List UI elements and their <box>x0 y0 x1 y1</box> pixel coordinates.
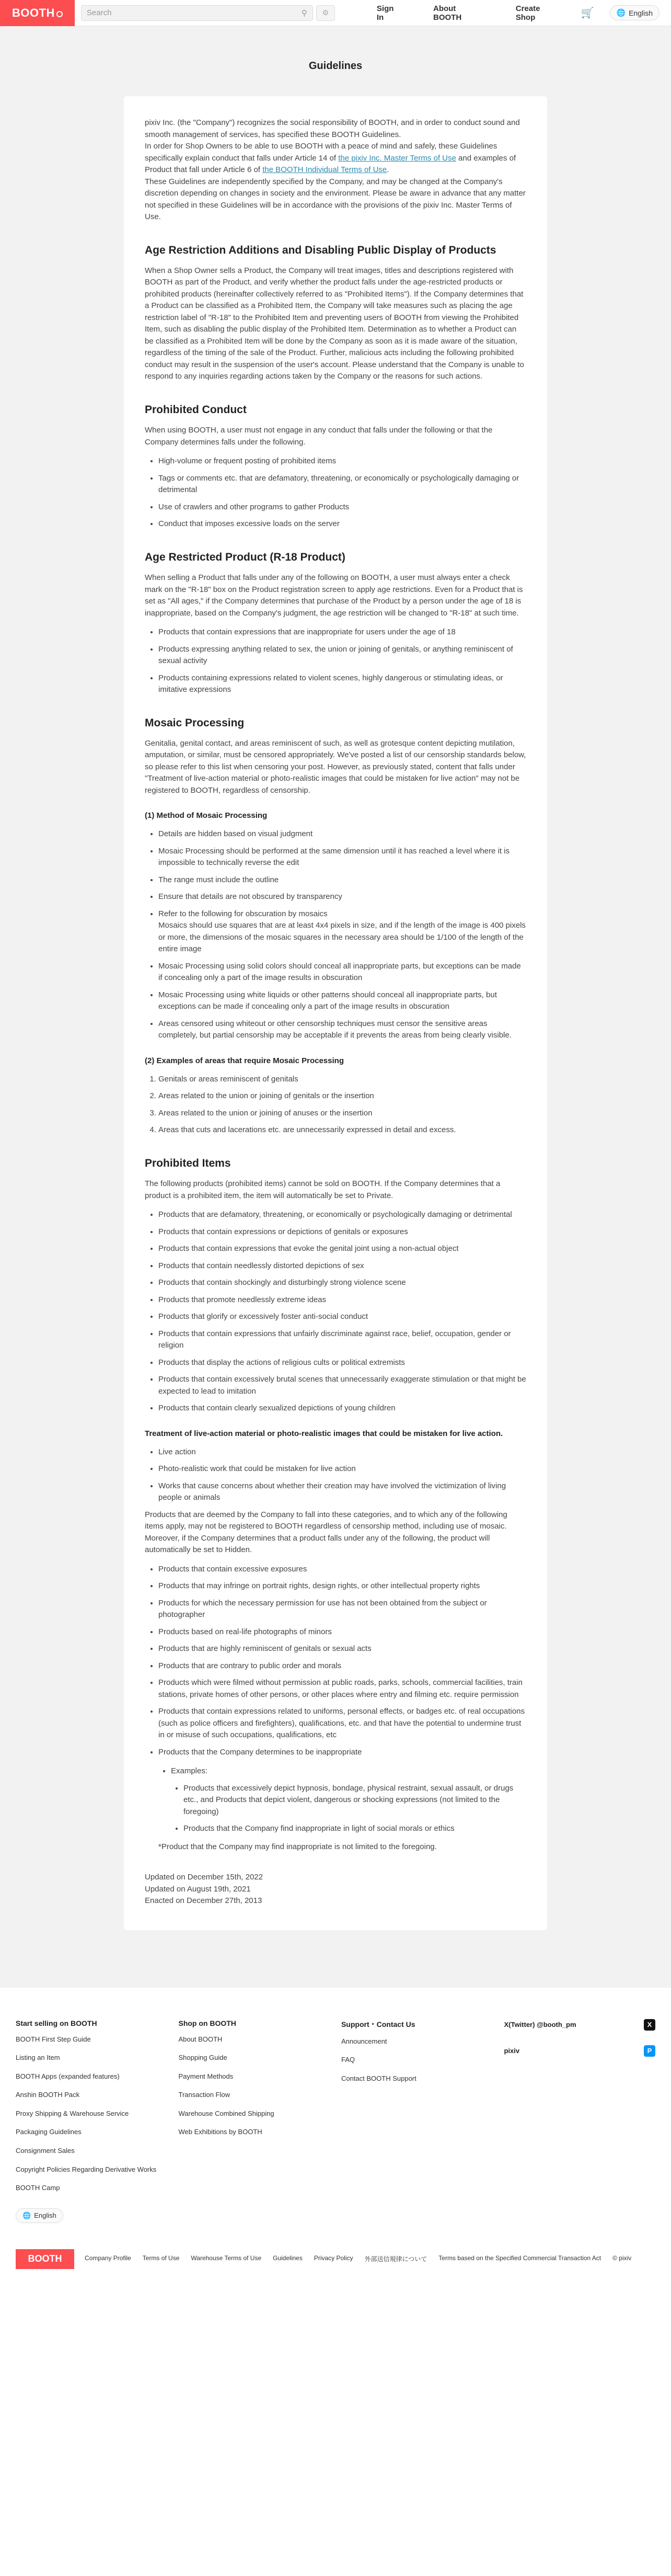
list-item: • Products that contain excessive exposures <box>158 1564 526 1576</box>
footer-link[interactable]: Payment Methods <box>178 2072 234 2080</box>
language-button[interactable] <box>610 5 660 20</box>
list-item: • Products that contain expressions that evoke the genital joint using a non-actual object <box>158 1243 526 1255</box>
list-item: • Products that contain expressions related to uniforms, personal effects, or badges etc. of real occupations (such as police officers and firefighters), qualifications, etc. and that have the potential to undermine trust in or misuse of such occupations, qualifications, etc <box>158 1706 526 1741</box>
footer-language-button[interactable] <box>16 2208 63 2223</box>
list-item: • Products based on real-life photographs of minors <box>158 1626 526 1638</box>
age-restricted-heading: Age Restricted Product (R-18 Product) <box>145 551 345 563</box>
list-item: • Products that are highly reminiscent of genitals or sexual acts <box>158 1643 526 1655</box>
list-item: • Products that contain excessively brutal scenes that unnecessarily exaggerate stimulation or that might be expected to lead to imitation <box>158 1374 526 1397</box>
list-item: • Mosaic Processing using white liquids or other patterns should conceal all inappropriate parts, but exceptions can be made if concealing only a part of the image results in obscuration <box>158 989 526 1013</box>
list-item: • Products that the Company determines to be inappropriate • Examples: • Products that excessively depict hypnosis, bondage, physical restraint, sexual assault, or drugs etc., and Products that depict violent, dangerous or shocking expressions (not limited to the foregoing) • Products that the Company find inappropriate in light of social morals or ethics <box>158 1747 526 1835</box>
list-item: • Products that contain expressions that unfairly discriminate against race, belief, occupation, gender or religion <box>158 1328 526 1352</box>
pixiv-link[interactable] <box>504 2045 655 2057</box>
list-item: • Areas censored using whiteout or other censorship techniques must censor the sensitive areas completely, but partial censorship may be acceptable if it prevents the areas from being clearly visible. <box>158 1018 526 1042</box>
list-item: • Products that display the actions of religious cults or political extremists <box>158 1357 526 1369</box>
mosaic-heading: Mosaic Processing <box>145 716 245 729</box>
search-icon[interactable]: ⚲ <box>301 8 307 18</box>
prohibited-items-list <box>145 1209 526 1415</box>
footer-link[interactable]: Contact BOOTH Support <box>341 2074 417 2082</box>
footer-bottom-bar <box>16 2243 655 2279</box>
list-item: • Products that may infringe on portrait rights, design rights, or other intellectual property rights <box>158 1580 526 1592</box>
intro-paragraph-2: In order for Shop Owners to be able to use BOOTH with a peace of mind and safely, these Guidelines specifically explain conduct that falls under Article 14 of the pixiv Inc. Master Terms of Use and examples of Product that fall under Article 6 of the BOOTH Individual Terms of Use. <box>145 142 516 174</box>
list-item: • Products that contain shockingly and disturbingly strong violence scene <box>158 1277 526 1289</box>
footer-link[interactable]: Web Exhibitions by BOOTH <box>178 2128 262 2136</box>
list-item: • Ensure that details are not obscured by transparency <box>158 891 526 903</box>
age-restricted-list <box>145 626 526 696</box>
mosaic-method-list <box>145 828 526 1042</box>
list-item: 3. Areas related to the union or joining of anuses or the insertion <box>158 1108 526 1120</box>
list-item: • Products that excessively depict hypnosis, bondage, physical restraint, sexual assault, or drugs etc., and Products that depict violent, dangerous or shocking expressions (not limited to the foregoing) <box>183 1783 526 1818</box>
copyright-text: © pixiv <box>612 2254 632 2262</box>
footer-col-title: Shop on BOOTH <box>178 2019 236 2027</box>
footer-link[interactable]: Anshin BOOTH Pack <box>16 2091 80 2099</box>
footer-link[interactable]: Proxy Shipping & Warehouse Service <box>16 2109 129 2117</box>
footer-bottom-link[interactable]: Terms based on the Specified Commercial Transaction Act <box>438 2254 601 2262</box>
search-filter-icon[interactable]: ⚙ <box>316 5 335 21</box>
footer-link[interactable]: Announcement <box>341 2037 387 2045</box>
sub-examples-list <box>171 1783 526 1835</box>
revision-date: Updated on August 19th, 2021 <box>145 1884 251 1894</box>
footer-link[interactable]: BOOTH Apps (expanded features) <box>16 2072 120 2080</box>
intro-paragraph-1: pixiv Inc. (the "Company") recognizes the social responsibility of BOOTH, and in order to conduct sound and smooth management of services, has specified these BOOTH Guidelines. <box>145 118 520 139</box>
master-terms-link[interactable]: the pixiv Inc. Master Terms of Use <box>338 153 456 163</box>
mosaic-examples-list <box>145 1074 526 1136</box>
footer-col-support <box>341 2019 504 2202</box>
list-item: • Examples: • Products that excessively depict hypnosis, bondage, physical restraint, sexual assault, or drugs etc., and Products that depict violent, dangerous or shocking expressions (not limited to the foregoing) • Products that the Company find inappropriate in light of social morals or ethics <box>171 1765 526 1835</box>
mosaic-body: Genitalia, genital contact, and areas reminiscent of such, as well as grotesque content depicting mutilation, amputation, or similar, must be censored appropriately. We've posted a list of our censorship standards below, so please refer to this list when censoring your post. However, as previously stated, content that falls under "Treatment of live-action material or photo-realistic images that could be mistaken for live action" may not be registered to BOOTH, regardless of censorship. <box>145 738 526 795</box>
footer-bottom-link[interactable]: 外部送信規律について <box>364 2255 427 2263</box>
globe-icon: 🌐 <box>616 8 626 17</box>
footer-columns <box>16 2019 655 2202</box>
footer-bottom-link[interactable]: Company Profile <box>85 2254 131 2262</box>
footer-col-title: Start selling on BOOTH <box>16 2019 97 2027</box>
cart-icon[interactable]: 🛒 <box>581 7 594 19</box>
list-item: 1. Genitals or areas reminiscent of genitals <box>158 1074 526 1086</box>
prohibited-items-heading: Prohibited Items <box>145 1157 231 1169</box>
list-item: • Products that are contrary to public order and morals <box>158 1660 526 1672</box>
list-item: • Mosaic Processing should be performed at the same dimension until it has reached a level where it is impossible to technically reverse the edit <box>158 846 526 869</box>
header-nav <box>335 4 671 22</box>
site-footer <box>0 1988 671 2279</box>
list-item: • High-volume or frequent posting of prohibited items <box>158 455 526 468</box>
mosaic-size-rule: Mosaics should use squares that are at least 4x4 pixels in size, and if the length of the image is 400 pixels or more, the dimensions of the mosaic squares in the necessary area should be 1/100 of the length of the entire image <box>158 921 526 954</box>
footer-link[interactable]: Packaging Guidelines <box>16 2128 82 2136</box>
x-icon: X <box>644 2019 655 2031</box>
list-item: • Products that contain expressions that are inappropriate for users under the age of 18 <box>158 626 526 639</box>
globe-icon: 🌐 <box>22 2211 31 2219</box>
revision-date: Enacted on December 27th, 2013 <box>145 1896 262 1906</box>
site-header <box>0 0 671 26</box>
footer-col-title: Support・Contact Us <box>341 2020 415 2028</box>
prohibited-note: *Product that the Company may find inappropriate is not limited to the foregoing. <box>158 1842 437 1851</box>
intro-paragraph-3: These Guidelines are independently specified by the Company, and may be changed at the Company's discretion depending on changes in society and the environment. Please be aware in advance that any matter not specified in these Guidelines will be in accordance with the provisions of the pixiv Inc. Master Terms of Use. <box>145 177 526 221</box>
age-restricted-body: When selling a Product that falls under any of the following on BOOTH, a user must always enter a check mark on the "R-18" box on the Product registration screen to apply age restrictions. Even for a Product that is set as "All ages," if the Company determines that purchase of the Product by a person under the age of 18 is inappropriate, based on the Company's judgment, the age restriction will be changed to "R-18" at such time. <box>145 573 523 618</box>
booth-logo[interactable]: BOOTH <box>0 0 75 26</box>
list-item: • Products containing expressions related to violent scenes, highly dangerous or stimulating ideas, or imitative expressions <box>158 673 526 696</box>
booth-logo-footer[interactable]: BOOTH <box>16 2249 74 2269</box>
individual-terms-link[interactable]: the BOOTH Individual Terms of Use <box>262 165 387 174</box>
footer-col-shop <box>178 2019 341 2202</box>
footer-social <box>504 2019 655 2202</box>
create-shop-link[interactable]: Create Shop <box>515 4 540 22</box>
list-item: • Products that contain clearly sexualized depictions of young children <box>158 1403 526 1415</box>
live-action-conditions-list <box>145 1564 526 1835</box>
list-item: • Products that contain needlessly distorted depictions of sex <box>158 1260 526 1272</box>
sign-in-link[interactable]: Sign In <box>376 4 394 22</box>
list-item: • Products that the Company find inappropriate in light of social morals or ethics <box>183 1823 526 1835</box>
age-restriction-body: When a Shop Owner sells a Product, the Company will treat images, titles and descriptions registered with BOOTH as part of the Product, and verify whether the product falls under the age-restricted products or prohibited products (hereinafter collectively referred to as "Prohibited Items"). If the Company determines that a Product can be classified as a Prohibited Item, the Company will take measures such as placing the age restriction label of "R-18" to the Prohibited Item and preventing users of BOOTH from viewing the Prohibited Item, such as disabling the public display of the Prohibited Item. Determination as to whether a Product can be classified as a Prohibited Item will be done by the Company as soon as it is made aware of the situation, regardless of the timing of the sale of the Product. Further, malicious acts including the following prohibited conduct may result in the suspension of the user's account. Please understand that the Company is unable to respond to any inquiries regarding actions taken by the Company or the reasons for such actions. <box>145 266 524 381</box>
examples-list <box>158 1765 526 1835</box>
mosaic-examples-heading: (2) Examples of areas that require Mosaic Processing <box>145 1056 344 1065</box>
prohibited-items-body: The following products (prohibited items) cannot be sold on BOOTH. If the Company determines that a product is a prohibited item, the item will automatically be set to Private. <box>145 1179 501 1200</box>
list-item: • Conduct that imposes excessive loads on the server <box>158 518 526 530</box>
revision-dates <box>145 1872 526 1907</box>
list-item: • Works that cause concerns about whether their creation may have involved the victimization of living people or animals <box>158 1480 526 1504</box>
list-item: • Tags or comments etc. that are defamatory, threatening, or economically or psychologically damaging or detrimental <box>158 473 526 496</box>
about-booth-link[interactable]: About BOOTH <box>433 4 462 22</box>
list-item: • Products that promote needlessly extreme ideas <box>158 1294 526 1306</box>
prohibited-conduct-list <box>145 455 526 530</box>
footer-link[interactable]: About BOOTH <box>178 2035 223 2043</box>
list-item: • Photo-realistic work that could be mistaken for live action <box>158 1463 526 1475</box>
page-title: Guidelines <box>308 60 363 72</box>
list-item: • The range must include the outline <box>158 874 526 886</box>
footer-link[interactable]: FAQ <box>341 2056 355 2064</box>
list-item: • Refer to the following for obscuration by mosaics Mosaics should use squares that are at least 4x4 pixels in size, and if the length of the image is 400 pixels or more, the dimensions of the mosaic squares in the necessary area should be 1/100 of the length of the entire image <box>158 908 526 955</box>
list-item: • Products for which the necessary permission for use has not been obtained from the subject or photographer <box>158 1598 526 1621</box>
footer-bottom-link[interactable]: Terms of Use <box>142 2254 180 2262</box>
pixiv-icon: P <box>644 2045 655 2057</box>
list-item: • Mosaic Processing using solid colors should conceal all inappropriate parts, but exceptions can be made if concealing only a part of the image results in obscuration <box>158 961 526 984</box>
search-input[interactable] <box>81 5 313 21</box>
list-item: • Live action <box>158 1446 526 1458</box>
revision-date: Updated on December 15th, 2022 <box>145 1873 263 1882</box>
list-item: • Products that contain expressions or depictions of genitals or exposures <box>158 1226 526 1238</box>
pixiv-label: pixiv <box>504 2047 520 2055</box>
language-label: English <box>34 2212 56 2220</box>
footer-link[interactable]: Copyright Policies Regarding Derivative Works <box>16 2165 157 2173</box>
footer-bottom-link[interactable]: Privacy Policy <box>314 2254 353 2262</box>
footer-col-sell <box>16 2019 178 2202</box>
footer-link[interactable]: Shopping Guide <box>178 2054 227 2062</box>
list-item: • Products that glorify or excessively foster anti-social conduct <box>158 1311 526 1323</box>
search-placeholder: Search <box>86 8 112 17</box>
prohibited-conduct-heading: Prohibited Conduct <box>145 403 247 416</box>
list-item: • Products expressing anything related to sex, the union or joining of genitals, or anything reminiscent of sexual activity <box>158 644 526 667</box>
live-action-body: Products that are deemed by the Company to fall into these categories, and to which any of the following items apply, may not be registered to BOOTH regardless of censorship method, including use of mosaic. Moreover, if the Company determines that a product falls under any of the following, the product will automatically be set to Hidden. <box>145 1510 507 1555</box>
list-item: • Details are hidden based on visual judgment <box>158 828 526 840</box>
list-item: • Products which were filmed without permission at public roads, parks, schools, commercial facilities, train stations, private homes of other persons, or other places where entry and filming etc. require permission <box>158 1677 526 1701</box>
search-area <box>81 5 335 21</box>
footer-link[interactable]: BOOTH First Step Guide <box>16 2035 91 2043</box>
live-action-list <box>145 1446 526 1504</box>
footer-link[interactable]: Consignment Sales <box>16 2147 75 2155</box>
list-item: 4. Areas that cuts and lacerations etc. are unnecessarily expressed in detail and excess. <box>158 1124 526 1136</box>
language-label: English <box>629 8 653 17</box>
footer-link[interactable]: Transaction Flow <box>178 2091 230 2099</box>
footer-bottom-link[interactable]: Warehouse Terms of Use <box>191 2254 262 2262</box>
twitter-label: X(Twitter) @booth_pm <box>504 2021 576 2029</box>
list-item: • Use of crawlers and other programs to gather Products <box>158 501 526 514</box>
footer-link[interactable]: Warehouse Combined Shipping <box>178 2109 274 2117</box>
live-action-heading: Treatment of live-action material or photo-realistic images that could be mistaken for live action. <box>145 1429 503 1438</box>
main-content <box>0 26 671 1988</box>
guidelines-card <box>124 96 547 1930</box>
age-restriction-heading: Age Restriction Additions and Disabling Public Display of Products <box>145 244 496 256</box>
list-item: 2. Areas related to the union or joining of genitals or the insertion <box>158 1090 526 1102</box>
footer-link[interactable]: BOOTH Camp <box>16 2184 60 2192</box>
mosaic-method-heading: (1) Method of Mosaic Processing <box>145 811 268 820</box>
logo-mark-icon <box>56 11 63 17</box>
footer-bottom-links <box>85 2254 643 2263</box>
footer-bottom-link[interactable]: Guidelines <box>273 2254 303 2262</box>
footer-link[interactable]: Listing an Item <box>16 2054 60 2062</box>
twitter-link[interactable] <box>504 2019 655 2031</box>
list-item: • Products that are defamatory, threatening, or economically or psychologically damaging or detrimental <box>158 1209 526 1221</box>
prohibited-conduct-body: When using BOOTH, a user must not engage in any conduct that falls under the following or that the Company determines falls under the following. <box>145 426 493 447</box>
